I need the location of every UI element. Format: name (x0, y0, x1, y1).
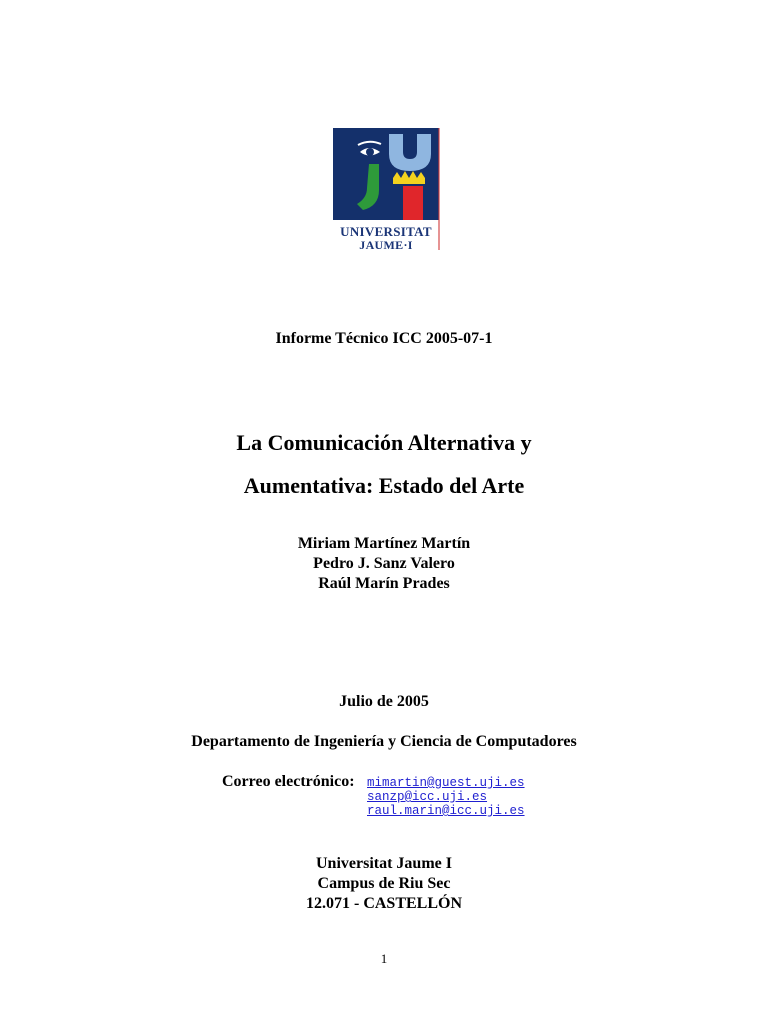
report-id: Informe Técnico ICC 2005-07-1 (275, 330, 493, 347)
email-link[interactable]: raul.marin@icc.uji.es (367, 804, 525, 818)
address-line: Campus de Riu Sec (317, 875, 451, 892)
publication-date: Julio de 2005 (339, 693, 429, 710)
logo-text-line1: UNIVERSITAT (340, 224, 432, 239)
author-name: Miriam Martínez Martín (297, 535, 471, 552)
logo-face-graphic (333, 128, 439, 220)
email-label: Correo electrónico: (222, 773, 355, 790)
address-line: 12.071 - CASTELLÓN (305, 895, 463, 912)
email-link[interactable]: mimartin@guest.uji.es (367, 776, 525, 790)
document-title-line1: La Comunicación Alternativa y (236, 430, 532, 455)
page-number: 1 (380, 951, 388, 966)
logo-emblem (333, 128, 439, 220)
author-name: Pedro J. Sanz Valero (313, 555, 455, 572)
email-list (367, 776, 525, 818)
author-name: Raúl Marín Prades (318, 575, 450, 592)
department-name: Departamento de Ingeniería y Ciencia de Computadores (191, 733, 577, 750)
email-link[interactable]: sanzp@icc.uji.es (367, 790, 488, 804)
document-title-line2: Aumentativa: Estado del Arte (243, 473, 525, 498)
university-logo (333, 128, 443, 252)
address-line: Universitat Jaume I (316, 855, 452, 872)
logo-text-line2: JAUME·I (359, 238, 413, 252)
